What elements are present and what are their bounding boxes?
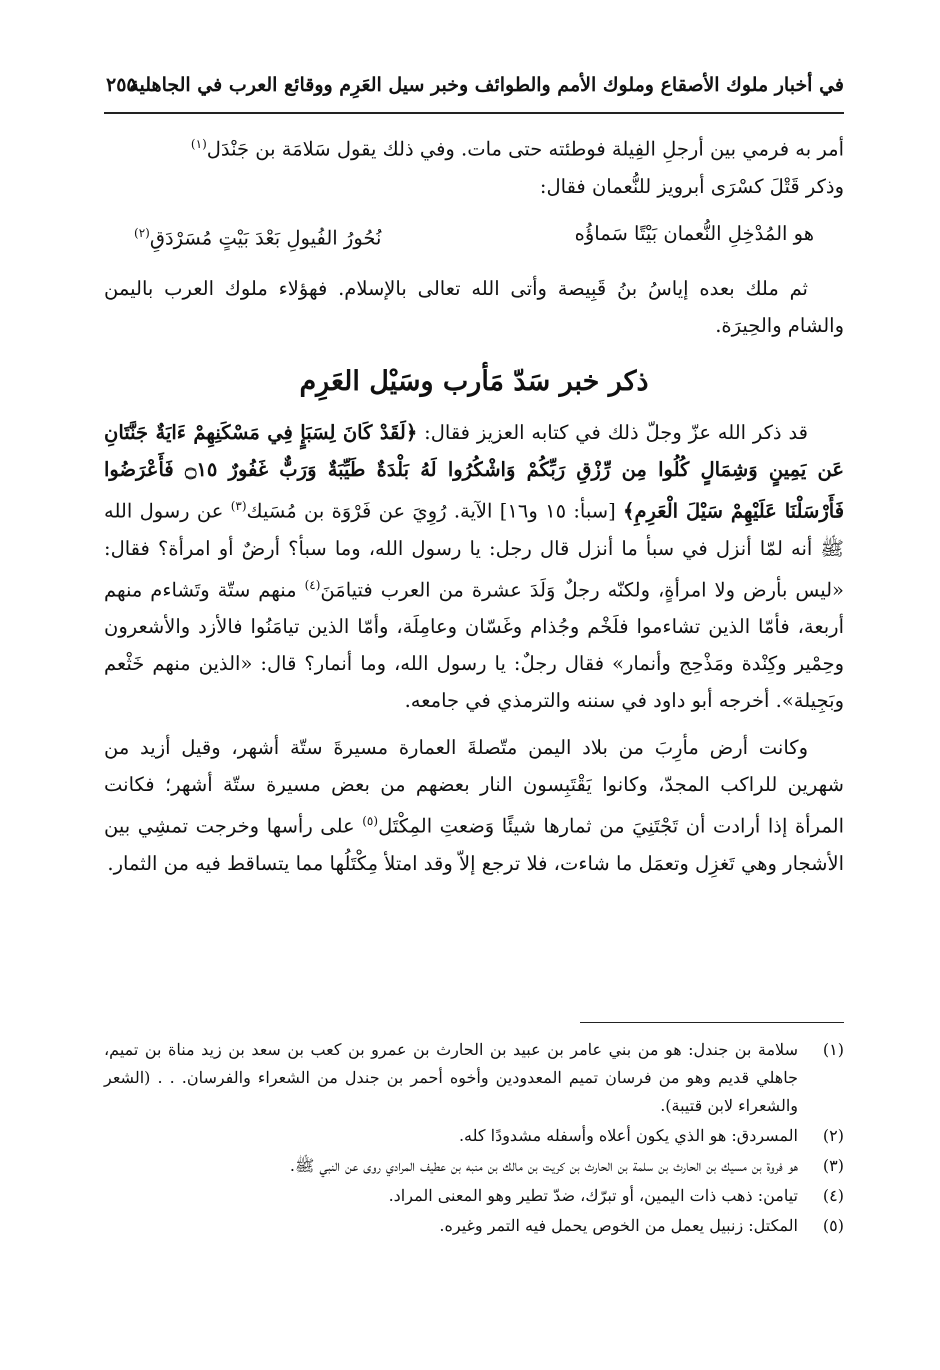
footnote-number: (٢) [822, 1126, 844, 1145]
footnote [104, 1122, 844, 1150]
footnote-number: (١) [822, 1040, 844, 1059]
verse-second-hemistich [134, 215, 381, 257]
text-run: نُحُورُ الفُيولِ بَعْدَ بَيْتٍ مُسَرْدَقِ [149, 226, 382, 249]
quran-verse: ﴿لَقَدْ كَانَ لِسَبَإٍ فِي مَسْكَنِهِمْ ءَايَةٌ جَنَّتَانِ عَن يَمِينٍ وَشِمَالٍ كُلُوا مِن رِّزْقِ رَبِّكُمْ وَاشْكُرُوا لَهُ بَلْدَةٌ طَيِّبَةٌ وَرَبٌّ غَفُورٌ ۝١٥ فَأَعْرَضُوا فَأَرْسَلْنَا عَلَيْهِمْ سَيْلَ الْعَرِمِ﴾ [104, 421, 845, 523]
footnote [104, 1152, 844, 1180]
running-header [104, 66, 844, 114]
running-title: في أخبار ملوك الأصقاع وملوك الأمم والطوائف وخبر سيل العَرِم ووقائع العرب في الجاهلية [129, 74, 844, 96]
spacer [104, 719, 844, 729]
footnote-number: (٣) [822, 1156, 844, 1175]
footnote-ref: (٢) [134, 225, 150, 240]
footnote-number: (٤) [822, 1186, 844, 1205]
footnote-text: سلامة بن جندل: هو من بني عامر بن عبيد بن الحارث بن عمرو بن كعب بن سعد بن زيد مناة بن تميم، جاهلي قديم وهو من فرسان تميم المعدودين وأخوه أحمر بن جندل من الشعراء والفرسان. . . (الشعر والشعراء لابن قتيبة). [104, 1040, 799, 1115]
poetry-verse [104, 209, 844, 263]
footnote-text: تيامن: ذهب ذات اليمين، أو تبرّك، ضدّ تطير وهو المعنى المراد. [388, 1186, 798, 1205]
verse-first-hemistich: هو المُدْخِلِ النُّعمان بَيْتًا سَماؤُه [574, 221, 814, 245]
section-heading: ذكر خبر سَدّ مَأرب وسَيْل العَرِم [299, 366, 649, 397]
text-run: على رأسها وخرجت تمشِي بين الأشجار وهي تَغزِل وتعمَل ما شاءت، فلا ترجع إلاّ وقد امتلأ مِكْتَلُها مما يتساقط فيه من الثمار. [104, 814, 844, 875]
page-number: ٢٥٥ [106, 74, 137, 96]
footnote-text: هو فروة بن مسيك بن الحارث بن سلمة بن الحارث بن كريت بن مالك بن منبه بن عطيف المرادي روى عن النبي ﷺ. [289, 1156, 798, 1175]
footnote-ref: (٣) [230, 499, 247, 513]
footnote-number: (٥) [822, 1216, 844, 1235]
footnote-ref: (١) [190, 137, 207, 151]
paragraph [104, 414, 844, 719]
paragraph [104, 126, 844, 168]
footnote-ref: (٥) [362, 814, 379, 828]
footnote-separator [580, 1022, 844, 1023]
text-run: عن رسول الله ﷺ أنه لمّا أنزل في سبأ ما أنزل قال رجل: يا رسول الله، وما سبأ؟ أرضٌ أو امرأة؟ فقال: «ليس بأرض ولا امرأةٍ، ولكنّه رجلٌ وَلَدَ عشرة من العرب فتيامَنَ [104, 499, 844, 601]
text-run: منهم ستّة وتَشاءم منهم أربعة، فأمّا الذين تشاءموا فلَخْم وجُذام وغَسّان وعامِلَة، وأمّا الذين تيامَنُوا فالأزد والأشعرون وحِمْير وكِنْدة ومَذْحِج وأنمار» فقال رجلٌ: يا رسول الله، وما أنمار؟ قال: «الذين منهم خَثْعم وبَجِيلة». أخرجه أبو داود في سننه والترمذي في جامعه. [104, 578, 844, 712]
text-run: أمر به فرمي بين أرجلِ الفِيلة فوطئته حتى مات. وفي ذلك يقول سَلامَة بن جَنْدَل [206, 137, 844, 161]
footnote [104, 1212, 844, 1240]
book-page [104, 66, 844, 1356]
footnote [104, 1182, 844, 1210]
text-run: [سبأ: ١٥ و١٦] الآية. رُوِيَ عن فَرْوَة بن مُسَيك [246, 499, 616, 523]
footnote-text: المكتل: زنبيل يعمل من الخوص يحمل فيه التمر وغيره. [439, 1216, 798, 1235]
main-text [104, 126, 844, 882]
paragraph: وذكر قَتْلَ كسْرَى أبرويز للنُّعمان فقال: [539, 174, 844, 198]
footnote [104, 1036, 844, 1120]
paragraph: ثم ملك بعده إياسُ بنُ قَبِيصة وأتى الله تعالى بالإسلام. فهؤلاء ملوك العرب باليمن والشام والحِيرَة. [104, 277, 844, 337]
footnote-ref: (٤) [304, 577, 321, 592]
footnotes [104, 1036, 844, 1242]
text-run: وكانت أرض مأرِبَ من بلاد اليمن متّصلةَ العمارة مسيرةَ ستّة أشهر، وقيل أزيد من شهرين للراكب المجدّ، وكانوا يَقْتَبِسون النار بعضهم من بعض مسيرة ستّة أشهر؛ فكانت المرأة إذا أرادت أن تَجْتَنِيَ من ثمارها شيئًا وَضعتِ المِكْتَل [104, 736, 844, 838]
footnote-text: المسردق: هو الذي يكون أعلاه وأسفله مشدودًا كله. [458, 1126, 798, 1145]
paragraph [104, 729, 844, 882]
text-run: قد ذكر الله عزّ وجلّ ذلك في كتابه العزيز فقال: [424, 421, 809, 444]
